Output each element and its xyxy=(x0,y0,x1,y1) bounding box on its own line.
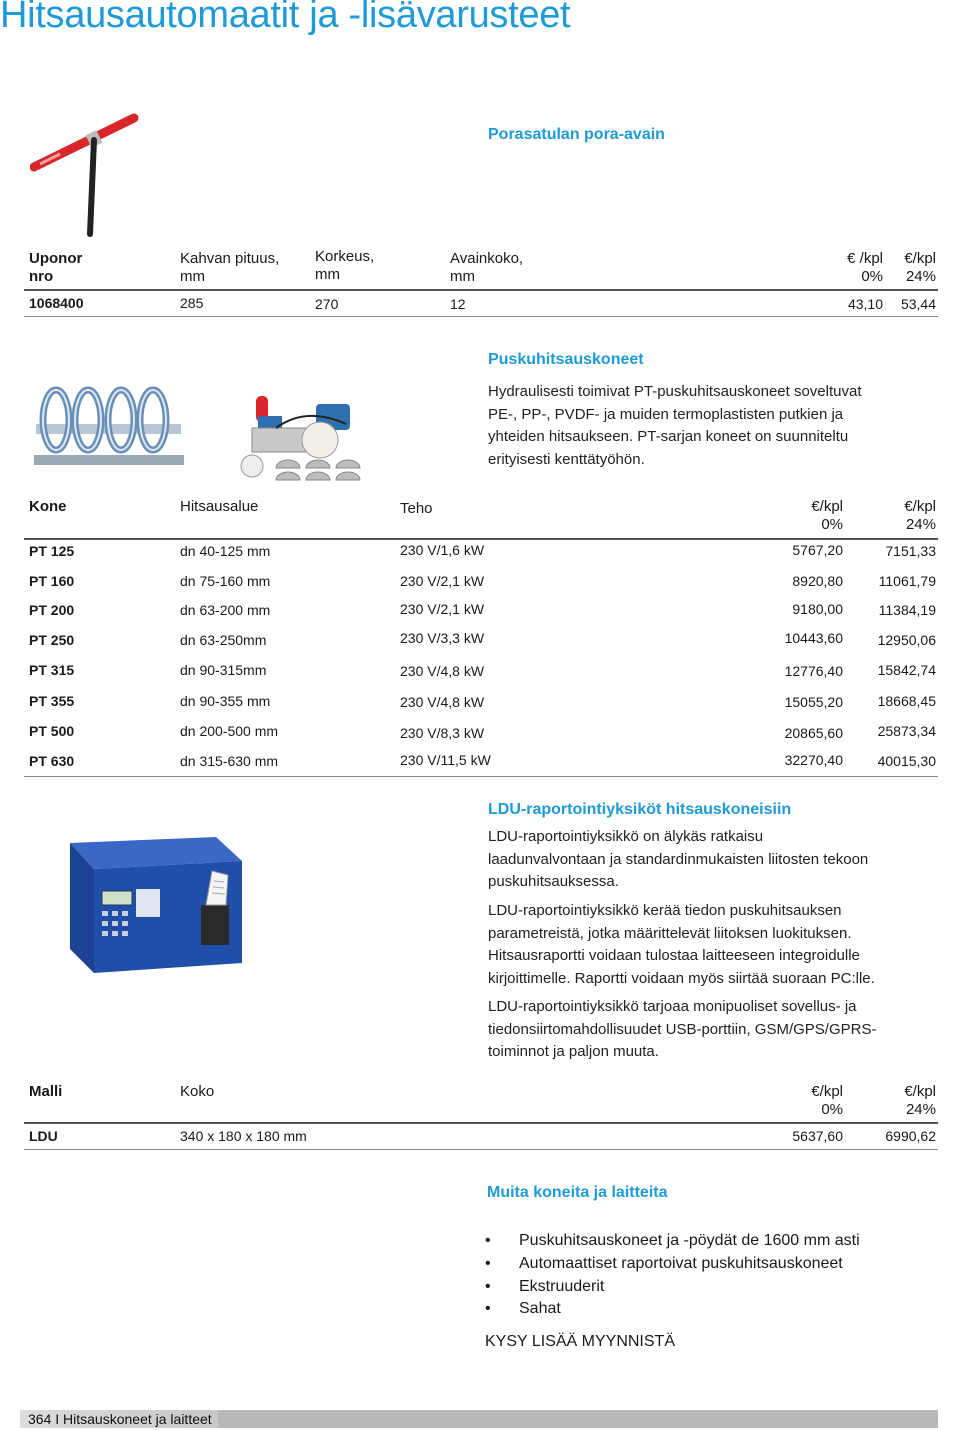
machine-model: PT 500 xyxy=(29,723,75,739)
header-price-0: €/kpl 0% xyxy=(811,498,843,533)
ldu-size: 340 x 180 x 180 mm xyxy=(180,1128,307,1144)
header-welding-range: Hitsausalue xyxy=(180,498,259,515)
sales-cta: KYSY LISÄÄ MYYNNISTÄ xyxy=(485,1333,675,1350)
price-24: 11061,79 xyxy=(878,573,936,589)
price-24: 7151,33 xyxy=(885,543,936,559)
list-item: • Ekstruuderit xyxy=(485,1276,860,1299)
drill-key-product-number: 1068400 xyxy=(29,295,84,311)
header-power: Teho xyxy=(400,500,433,517)
welding-range: dn 90-355 mm xyxy=(180,693,271,709)
header-price-0: € /kpl 0% xyxy=(847,250,883,285)
list-item: • Puskuhitsauskoneet ja -pöydät de 1600 mm asti xyxy=(485,1230,860,1253)
drill-key-price-0: 43,10 xyxy=(847,296,883,312)
header-handle-length: Kahvan pituus, mm xyxy=(180,250,280,285)
price-0: 10443,60 xyxy=(784,630,843,646)
divider xyxy=(24,316,938,317)
butt-welders-description: Hydraulisesti toimivat PT-puskuhitsauskoneet soveltuvat PE-, PP-, PVDF- ja muiden termoplastisten putkien ja yhteiden hitsaukseen. PT-sarjan koneet on suunniteltu erityisesti kenttätyöhön. xyxy=(488,383,862,468)
section-title-ldu: LDU-raportointiyksiköt hitsauskoneisiin xyxy=(488,801,792,818)
welding-range: dn 90-315mm xyxy=(180,662,267,678)
header-price-24: €/kpl 24% xyxy=(904,498,936,533)
machine-model: PT 160 xyxy=(29,573,75,589)
machine-model: PT 355 xyxy=(29,693,75,709)
divider xyxy=(24,1122,938,1124)
other-machines-list xyxy=(485,1230,860,1321)
list-item: • Sahat xyxy=(485,1298,860,1321)
price-0: 9180,00 xyxy=(792,601,843,617)
ldu-device-image xyxy=(66,835,246,975)
price-24: 40015,30 xyxy=(877,753,936,769)
section-title-other-machines: Muita koneita ja laitteita xyxy=(487,1184,668,1201)
drill-key-handle-length: 285 xyxy=(180,295,204,311)
power: 230 V/1,6 kW xyxy=(400,542,485,558)
power: 230 V/4,8 kW xyxy=(400,663,485,679)
divider xyxy=(24,776,938,777)
welding-range: dn 63-200 mm xyxy=(180,602,271,618)
price-0: 5767,20 xyxy=(792,542,843,558)
welding-range: dn 315-630 mm xyxy=(180,753,279,769)
drill-key-height: 270 xyxy=(315,296,339,312)
header-machine: Kone xyxy=(29,498,67,515)
machine-model: PT 125 xyxy=(29,543,75,559)
section-title-butt-welders: Puskuhitsauskoneet xyxy=(488,351,644,368)
welding-range: dn 75-160 mm xyxy=(180,573,271,589)
price-24: 15842,74 xyxy=(877,662,936,678)
welding-range: dn 40-125 mm xyxy=(180,543,271,559)
ldu-model: LDU xyxy=(29,1128,58,1144)
page-title: Hitsausautomaatit ja -lisävarusteet xyxy=(0,0,571,36)
footer-bar xyxy=(20,1410,938,1428)
price-0: 12776,40 xyxy=(784,663,843,679)
drill-key-image xyxy=(30,112,140,238)
header-price-24: €/kpl 24% xyxy=(904,250,936,285)
power: 230 V/11,5 kW xyxy=(400,752,491,768)
ldu-price-0: 5637,60 xyxy=(792,1128,843,1144)
machine-model: PT 200 xyxy=(29,602,75,618)
price-0: 8920,80 xyxy=(792,573,843,589)
drill-key-key-size: 12 xyxy=(450,296,466,312)
machine-model: PT 315 xyxy=(29,662,75,678)
butt-welder-frame-image xyxy=(26,380,186,475)
ldu-paragraph-1: LDU-raportointiyksikkö on älykäs ratkaisu laadunvalvontaan ja standardinmukaisten liitosten tekoon puskuhitsauksessa. xyxy=(488,828,869,890)
power: 230 V/2,1 kW xyxy=(400,601,485,617)
header-key-size: Avainkoko, mm xyxy=(450,250,524,285)
power: 230 V/3,3 kW xyxy=(400,630,485,646)
divider xyxy=(24,538,938,540)
header-price-24: €/kpl 24% xyxy=(904,1083,936,1118)
footer-page-label: 364 I Hitsauskoneet ja laitteet xyxy=(20,1410,218,1428)
price-24: 25873,34 xyxy=(877,723,936,739)
ldu-price-24: 6990,62 xyxy=(885,1128,936,1144)
power: 230 V/4,8 kW xyxy=(400,694,485,710)
welding-range: dn 200-500 mm xyxy=(180,723,279,739)
header-model: Malli xyxy=(29,1083,63,1100)
divider xyxy=(24,1149,938,1150)
header-size: Koko xyxy=(180,1083,215,1100)
power: 230 V/8,3 kW xyxy=(400,725,485,741)
price-24: 18668,45 xyxy=(877,693,936,709)
price-0: 20865,60 xyxy=(784,725,843,741)
price-0: 32270,40 xyxy=(784,752,843,768)
machine-model: PT 630 xyxy=(29,753,75,769)
list-item: • Automaattiset raportoivat puskuhitsauskoneet xyxy=(485,1253,860,1276)
header-price-0: €/kpl 0% xyxy=(811,1083,843,1118)
divider xyxy=(24,289,938,291)
ldu-paragraph-2: LDU-raportointiyksikkö kerää tiedon puskuhitsauksen parametreistä, jotka määrittelevät liitoksen luokituksen. Hitsausraportti voidaan tulostaa laitteeseen integroidulle kirjoittimelle. Raportti voidaan myös siirtää suoraan PC:lle. xyxy=(488,902,875,987)
power: 230 V/2,1 kW xyxy=(400,573,485,589)
header-uponor-nro: Uponor nro xyxy=(29,250,83,285)
machine-model: PT 250 xyxy=(29,632,75,648)
ldu-paragraph-3: LDU-raportointiyksikkö tarjoaa monipuoliset sovellus- ja tiedonsiirtomahdollisuudet USB-porttiin, GSM/GPS/GPRS- toiminnot ja paljon muuta. xyxy=(488,998,877,1060)
price-24: 12950,06 xyxy=(877,632,936,648)
price-0: 15055,20 xyxy=(784,694,843,710)
section-title-drill-key: Porasatulan pora-avain xyxy=(488,126,665,143)
welding-range: dn 63-250mm xyxy=(180,632,267,648)
drill-key-price-24: 53,44 xyxy=(900,296,936,312)
welding-accessories-image xyxy=(236,376,386,486)
price-24: 11384,19 xyxy=(878,602,936,618)
header-height: Korkeus, mm xyxy=(315,248,375,283)
